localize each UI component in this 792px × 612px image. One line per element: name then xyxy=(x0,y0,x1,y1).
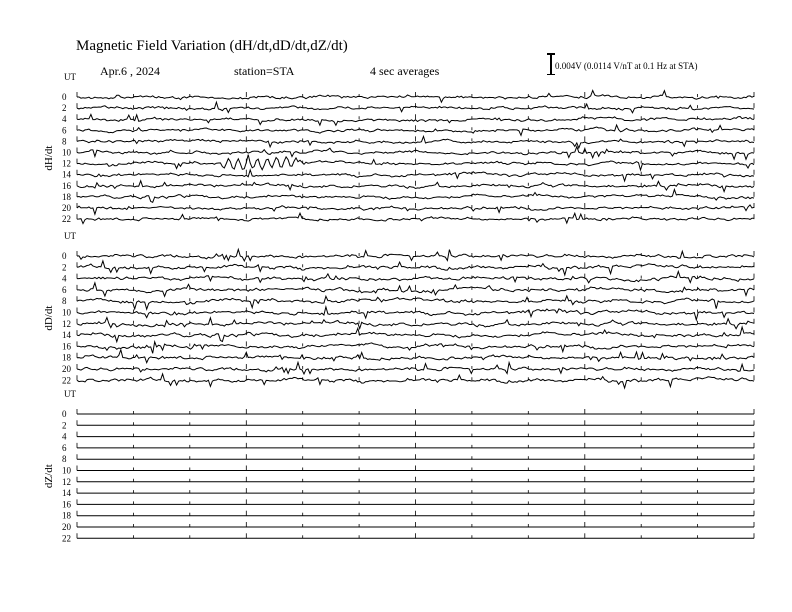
dzdt-row-label-22: 22 xyxy=(62,533,71,544)
dhdt-row-label-20: 20 xyxy=(62,203,71,213)
dzdt-row-label-12: 12 xyxy=(62,476,71,487)
dzdt-row-label-18: 18 xyxy=(62,510,71,521)
dhdt-row-label-8: 8 xyxy=(62,136,67,147)
averaging-label: 4 sec averages xyxy=(370,64,440,78)
dhdt-axis-label: dH/dt xyxy=(43,145,55,171)
dzdt-row-label-14: 14 xyxy=(62,488,71,499)
dhdt-row-label-10: 10 xyxy=(62,147,71,158)
dhdt-row-label-22: 22 xyxy=(62,214,71,225)
dzdt-time-axis-label: UT xyxy=(64,389,76,399)
dddt-time-axis-label: UT xyxy=(64,231,76,241)
chart-title: Magnetic Field Variation (dH/dt,dD/dt,dZ/dt) xyxy=(76,38,348,54)
dzdt-axis-label: dZ/dt xyxy=(43,464,55,489)
dhdt-row-label-18: 18 xyxy=(62,191,71,202)
dhdt-row-label-6: 6 xyxy=(62,125,67,136)
dhdt-row-label-14: 14 xyxy=(62,169,71,180)
dhdt-row-label-2: 2 xyxy=(62,103,67,114)
dzdt-row-label-4: 4 xyxy=(62,431,67,442)
dzdt-row-label-20: 20 xyxy=(62,522,71,532)
dddt-row-label-6: 6 xyxy=(62,284,67,295)
dzdt-row-label-16: 16 xyxy=(62,499,71,510)
date-label: Apr.6 , 2024 xyxy=(100,64,160,78)
dddt-row-label-12: 12 xyxy=(62,318,71,329)
dddt-row-label-8: 8 xyxy=(62,296,67,307)
dddt-row-label-18: 18 xyxy=(62,352,71,363)
dzdt-row-label-8: 8 xyxy=(62,454,67,465)
dzdt-row-label-10: 10 xyxy=(62,465,71,476)
dhdt-row-label-4: 4 xyxy=(62,114,67,125)
dhdt-row-label-16: 16 xyxy=(62,180,71,191)
station-label: station=STA xyxy=(234,64,295,78)
dddt-row-label-10: 10 xyxy=(62,307,71,318)
dddt-axis-label: dD/dt xyxy=(43,305,55,331)
dddt-row-label-14: 14 xyxy=(62,330,71,341)
dzdt-row-label-0: 0 xyxy=(62,409,67,419)
dddt-row-label-0: 0 xyxy=(62,251,67,261)
dhdt-time-axis-label: UT xyxy=(64,72,76,82)
dddt-row-label-22: 22 xyxy=(62,375,71,386)
dddt-row-label-4: 4 xyxy=(62,273,67,284)
dzdt-row-label-6: 6 xyxy=(62,442,67,453)
scale-label: 0.004V (0.0114 V/nT at 0.1 Hz at STA) xyxy=(555,61,698,71)
dddt-row-label-16: 16 xyxy=(62,341,71,352)
dhdt-row-label-0: 0 xyxy=(62,92,67,102)
dddt-row-label-2: 2 xyxy=(62,262,67,273)
dzdt-row-label-2: 2 xyxy=(62,420,67,431)
dhdt-row-label-12: 12 xyxy=(62,158,71,169)
dddt-row-label-20: 20 xyxy=(62,364,71,374)
